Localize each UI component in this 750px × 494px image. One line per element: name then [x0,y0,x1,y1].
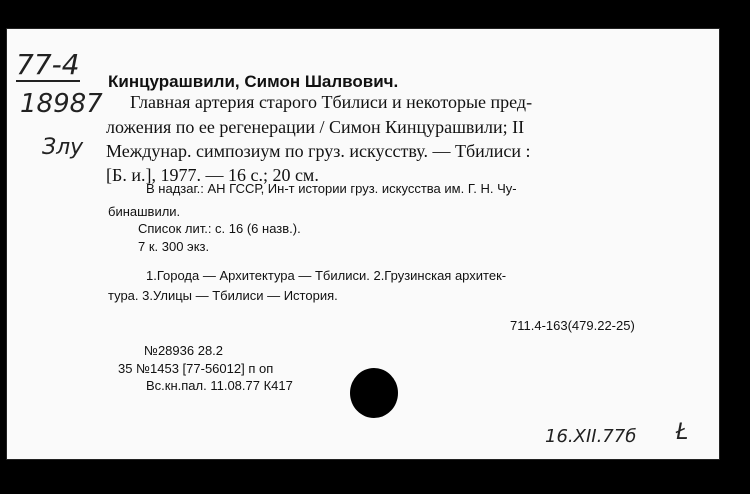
handwritten-date-number: 16.XII.77б [545,426,637,447]
handwritten-number: 18987 [20,89,103,119]
note-line-2: бинашвили. [108,204,181,219]
title-line-4: [Б. и.], 1977. — 16 с.; 20 см. [106,165,319,185]
handwritten-code: 77-4 [16,48,80,81]
footer-line-3: Вс.кн.пал. 11.08.77 К417 [146,378,293,393]
footer-line-1: №28936 28.2 [144,343,224,358]
subject-line-2: тура. 3.Улицы — Тбилиси — История. [108,288,338,303]
subject-line-1: 1.Города — Архитектура — Тбилиси. 2.Грузинская архитек- [146,268,507,283]
note-line-3: Список лит.: с. 16 (6 назв.). [138,221,301,236]
note-line-4: 7 к. 300 экз. [138,239,210,254]
title-line-2: ложения по ее регенерации / Симон Кинцурашвили; II [106,117,525,137]
title-line-3: Междунар. симпозиум по груз. искусству. — Тбилиси : [106,141,531,161]
handwritten-mark: Злу [42,135,84,160]
note-line-1: В надзаг.: АН ГССР, Ин-т истории груз. искусства им. Г. Н. Чу- [146,181,517,196]
author-heading: Кинцурашвили, Симон Шалвович. [108,72,399,91]
classification-number: 711.4-163(479.22-25) [510,318,635,333]
footer-line-2: 35 №1453 [77-56012] п оп [118,361,274,376]
punch-hole [350,368,398,418]
title-line-1: Главная артерия старого Тбилиси и некоторые пред- [130,92,533,112]
handwritten-initial: Ł [676,420,689,445]
